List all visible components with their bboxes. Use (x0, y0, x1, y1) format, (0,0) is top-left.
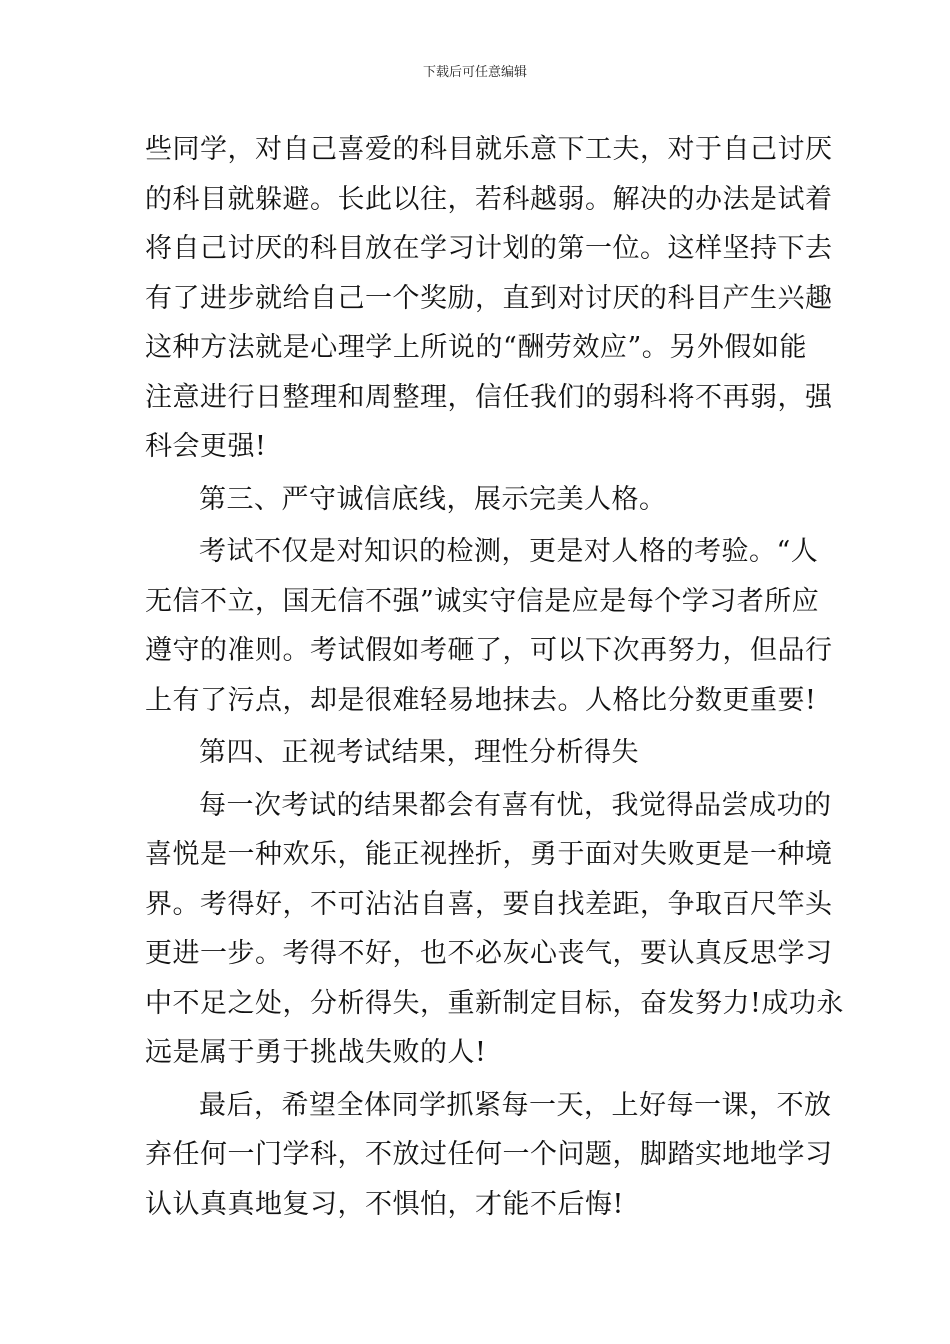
paragraph-integrity (145, 527, 833, 725)
paragraph-results (145, 781, 844, 1078)
text-line: 科会更强! (145, 431, 267, 462)
text-line: 遵守的准则。考试假如考砸了，可以下次再努力，但品行 (145, 635, 833, 666)
text-line: 些同学，对自己喜爱的科目就乐意下工夫，对于自己讨厌 (145, 134, 833, 165)
text-line: 考试不仅是对知识的检测，更是对人格的考验。“人 (199, 536, 819, 567)
section-heading: 第四、正视考试结果，理性分析得失 (199, 737, 639, 768)
text-line: 上有了污点，却是很难轻易地抹去。人格比分数更重要! (145, 684, 817, 716)
text-line: 将自己讨厌的科目放在学习计划的第一位。这样坚持下去 (145, 233, 833, 264)
text-line: 认认真真地复习，不惧怕，才能不后悔! (145, 1188, 624, 1220)
text-line: 最后，希望全体同学抓紧每一天，上好每一课，不放 (199, 1089, 832, 1121)
text-line: 有了进步就给自己一个奖励，直到对讨厌的科目产生兴趣 (145, 282, 833, 314)
section-heading-four (145, 728, 807, 778)
text-line: 注意进行日整理和周整理，信任我们的弱科将不再弱，强 (145, 381, 833, 413)
text-line: 喜悦是一种欢乐，能正视挫折，勇于面对失败更是一种境 (145, 839, 833, 870)
section-heading-three (145, 475, 807, 525)
text-line: 无信不立，国无信不强”诚实守信是应是每个学习者所应 (145, 585, 820, 617)
paragraph-continuation (145, 125, 833, 472)
text-line: 中不足之处，分析得失，重新制定目标，奋发努力!成功永 (145, 987, 844, 1019)
page-header: 下载后可任意编辑 (422, 65, 527, 80)
document-body (145, 125, 844, 1232)
text-line: 界。考得好，不可沾沾自喜，要自找差距，争取百尺竿头 (145, 888, 833, 920)
text-line: 这种方法就是心理学上所说的“酬劳效应”。另外假如能 (145, 332, 807, 363)
text-line: 远是属于勇于挑战失败的人! (145, 1037, 487, 1068)
text-line: 的科目就躲避。长此以往，若科越弱。解决的办法是试着 (145, 183, 833, 215)
text-line: 每一次考试的结果都会有喜有忧，我觉得品尝成功的 (199, 789, 832, 821)
section-heading: 第三、严守诚信底线，展示完美人格。 (199, 483, 667, 515)
text-line: 弃任何一门学科，不放过任何一个问题，脚踏实地地学习 (145, 1139, 833, 1170)
text-line: 更进一步。考得不好，也不必灰心丧气，要认真反思学习 (145, 938, 833, 969)
paragraph-closing (145, 1081, 833, 1230)
